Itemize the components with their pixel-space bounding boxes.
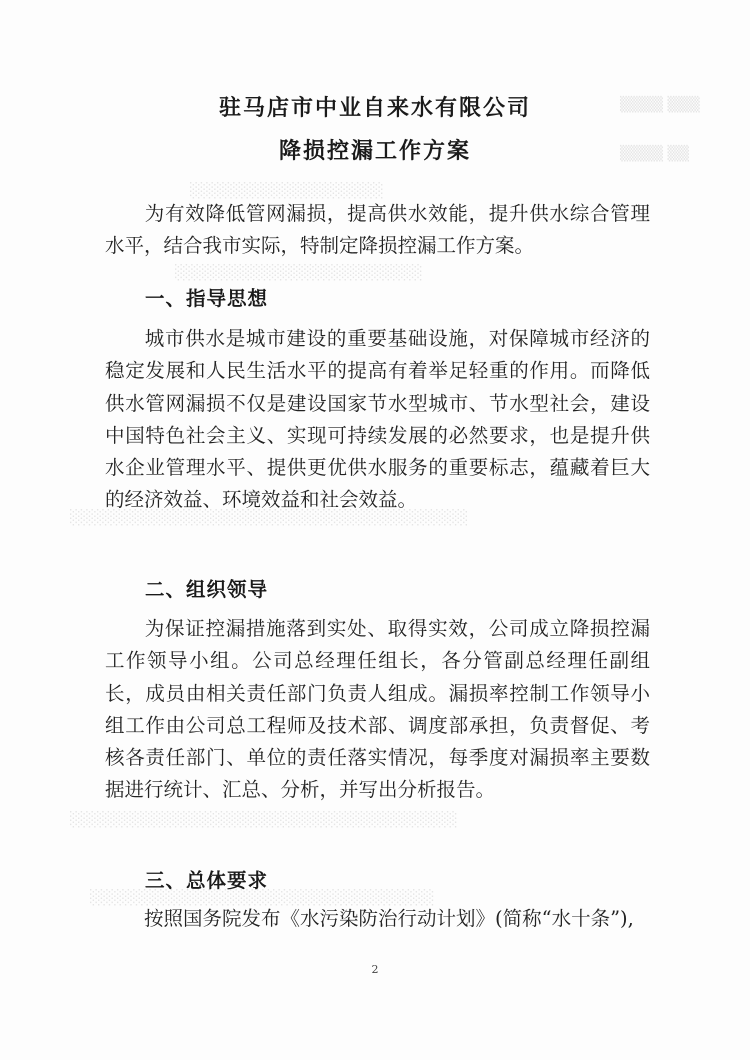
section-paragraph-organization bbox=[105, 613, 650, 807]
section-heading-general-requirements: 三、总体要求 bbox=[145, 869, 269, 892]
section-paragraph-guiding-ideology bbox=[105, 323, 650, 517]
reverse-side-bleed: ░░░░░░░░░░░░░░░░░░░░░░░░░░░░░░░░ bbox=[90, 890, 435, 906]
section-paragraph-text: 按照国务院发布《水污染防治行动计划》(简称“水十条”), bbox=[144, 907, 634, 930]
reverse-side-bleed: ▒▒▒▒ ▒▒ bbox=[620, 146, 690, 162]
intro-paragraph bbox=[105, 198, 650, 263]
company-title: 驻马店市中业自来水有限公司 bbox=[218, 95, 531, 121]
section-heading-guiding-ideology: 一、指导思想 bbox=[145, 287, 269, 310]
section-heading-organization: 二、组织领导 bbox=[145, 578, 269, 601]
section-paragraph-text: 城市供水是城市建设的重要基础设施，对保障城市经济的稳定发展和人民生活水平的提高有着举足轻重的作用。而降低供水管网漏损不仅是建设国家节水型城市、节水型社会，建设中国特色社会主义、实现可持续发展的必然要求，也是提升供水企业管理水平、提供更优供水服务的重要标志，蕴藏着巨大的经济效益、环境效益和社会效益。 bbox=[105, 327, 650, 512]
reverse-side-bleed: ░░░░░░░░░░░░░░░░░░ bbox=[190, 183, 384, 199]
section-paragraph-text: 为保证控漏措施落到实处、取得实效，公司成立降损控漏工作领导小组。公司总经理任组长，各分管副总经理任副组长，成员由相关责任部门负责人组成。漏损率控制工作领导小组工作由公司总工程师及技术部、调度部承担，负责督促、考核各责任部门、单位的责任落实情况，每季度对漏损率主要数据进行统计、汇总、分析，并写出分析报告。 bbox=[105, 617, 650, 802]
plan-title: 降损控漏工作方案 bbox=[278, 138, 471, 164]
reverse-side-bleed: ▒▒▒▒ ▒▒▒ bbox=[620, 97, 700, 113]
page-number: 2 bbox=[371, 963, 379, 976]
reverse-side-bleed: ░░░░░░░░░░░░░░░░░░░░░░░░░░░░░░░░░░░░░ bbox=[70, 510, 469, 526]
reverse-side-bleed: ░░░░░░░░░░░░░░░░░░░░░░░░░░░░░░░░░░░░ bbox=[70, 812, 458, 828]
intro-paragraph-text: 为有效降低管网漏损，提高供水效能，提升供水综合管理水平，结合我市实际，特制定降损控漏工作方案。 bbox=[105, 202, 650, 258]
reverse-side-bleed: ░░░░░░░░░░░░░░░░░░░░░░░ bbox=[175, 265, 423, 281]
section-paragraph-general-requirements bbox=[105, 903, 650, 935]
